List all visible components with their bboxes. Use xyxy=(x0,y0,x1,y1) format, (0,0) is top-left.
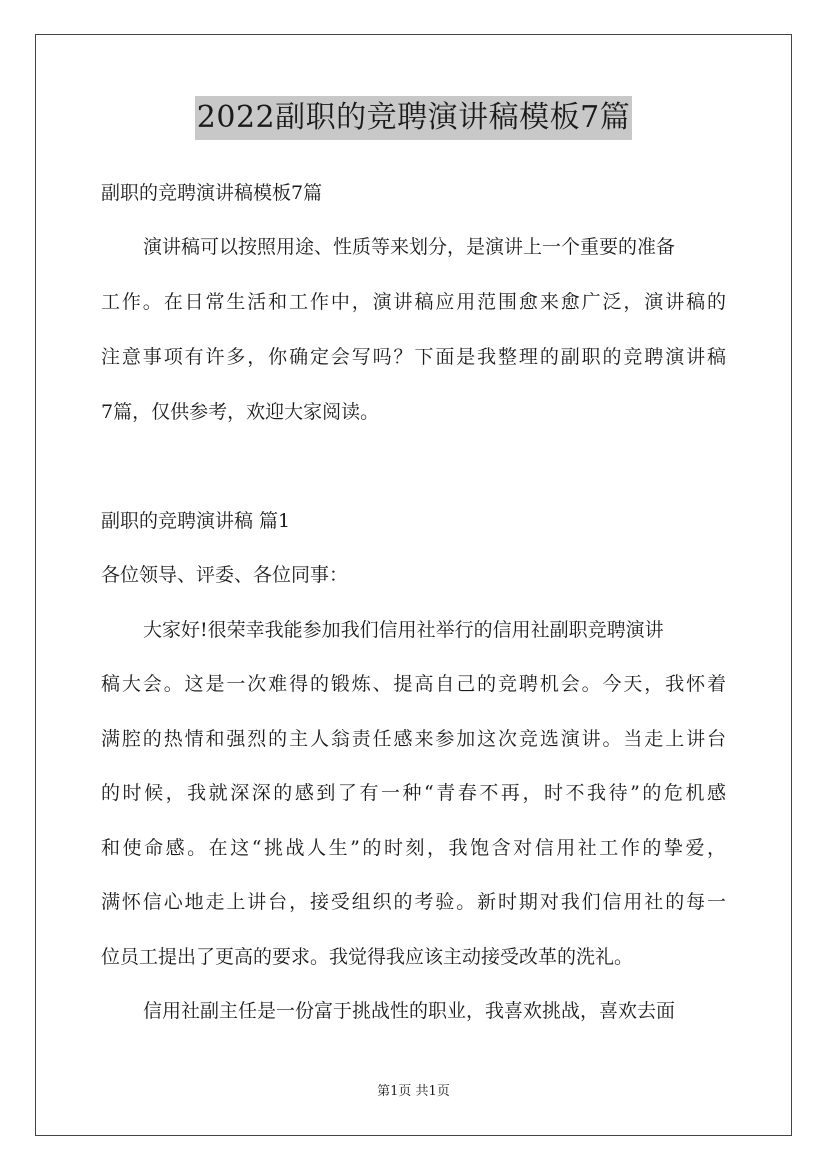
intro-line: 工作。在日常生活和工作中，演讲稿应用范围愈来愈广泛，演讲稿的 xyxy=(101,291,726,313)
paragraph-line: 信用社副主任是一份富于挑战性的职业，我喜欢挑战，喜欢去面 xyxy=(143,1000,676,1022)
intro-line: 演讲稿可以按照用途、性质等来划分，是演讲上一个重要的准备 xyxy=(143,236,676,258)
paragraph-line: 满腔的热情和强烈的主人翁责任感来参加这次竞选演讲。当走上讲台 xyxy=(101,728,726,750)
section-heading: 副职的竞聘演讲稿 篇1 xyxy=(101,510,291,532)
intro-line: 注意事项有许多，你确定会写吗？下面是我整理的副职的竞聘演讲稿 xyxy=(101,346,726,368)
paragraph-line: 稿大会。这是一次难得的锻炼、提高自己的竞聘机会。今天，我怀着 xyxy=(101,673,726,695)
paragraph-line: 满怀信心地走上讲台，接受组织的考验。新时期对我们信用社的每一 xyxy=(101,891,726,913)
paragraph-line: 和使命感。在这“挑战人生”的时刻，我饱含对信用社工作的挚爱， xyxy=(101,837,726,859)
subtitle: 副职的竞聘演讲稿模板7篇 xyxy=(101,182,323,204)
intro-line: 7篇，仅供参考，欢迎大家阅读。 xyxy=(101,401,380,423)
paragraph-line: 位员工提出了更高的要求。我觉得我应该主动接受改革的洗礼。 xyxy=(101,946,634,968)
paragraph-line: 的时候，我就深深的感到了有一种“青春不再，时不我待”的危机感 xyxy=(101,782,726,804)
page-number: 第1页 共1页 xyxy=(377,1084,450,1099)
document-title: 2022副职的竞聘演讲稿模板7篇 xyxy=(195,96,632,140)
salutation: 各位领导、评委、各位同事： xyxy=(101,564,349,586)
paragraph-line: 大家好!很荣幸我能参加我们信用社举行的信用社副职竞聘演讲 xyxy=(143,619,664,641)
title-container xyxy=(0,96,827,140)
